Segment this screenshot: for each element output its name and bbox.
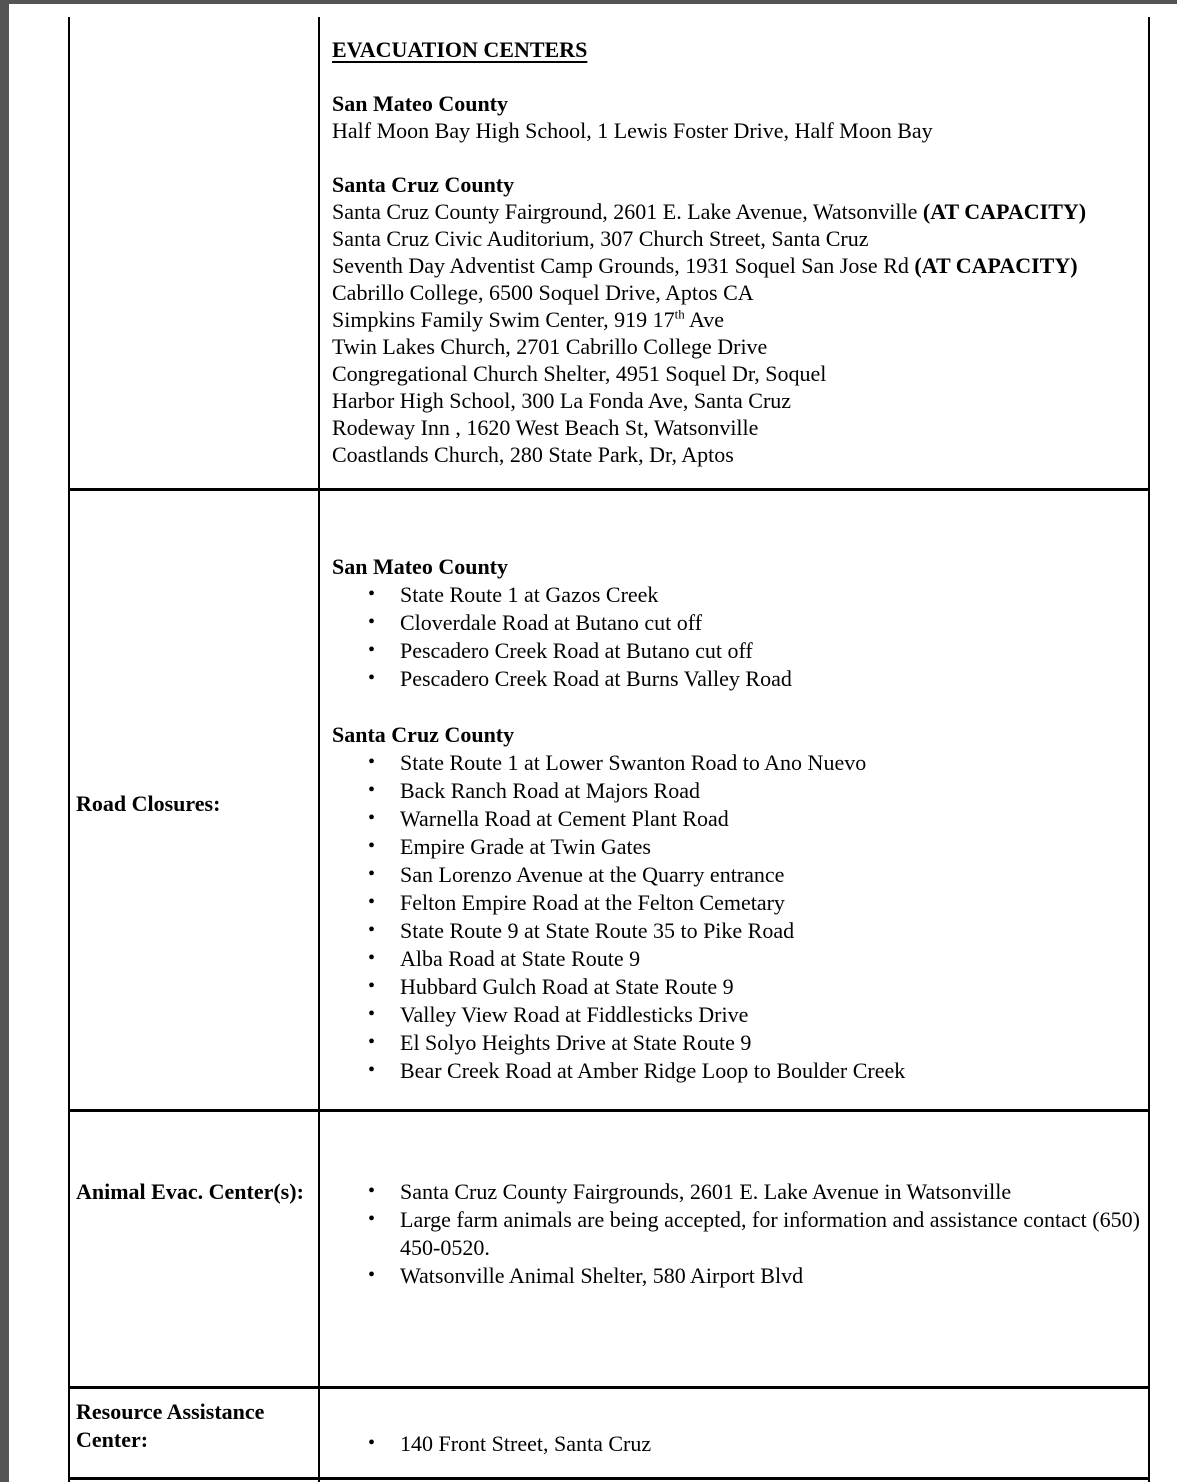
bullet-icon: •	[368, 1264, 376, 1286]
bullet-icon: •	[368, 1003, 376, 1025]
center-line: Half Moon Bay High School, 1 Lewis Foster Drive, Half Moon Bay	[332, 118, 933, 143]
bullet-icon: •	[368, 1059, 376, 1081]
table-row-divider	[68, 1109, 1150, 1112]
bullet-icon: •	[368, 583, 376, 605]
list-item: • Warnella Road at Cement Plant Road	[368, 806, 729, 831]
list-item: • State Route 1 at Gazos Creek	[368, 582, 659, 607]
list-item: • Santa Cruz County Fairgrounds, 2601 E. Lake Avenue in Watsonville	[368, 1179, 1012, 1204]
center-line: Harbor High School, 300 La Fonda Ave, Santa Cruz	[332, 388, 792, 413]
list-item: • Hubbard Gulch Road at State Route 9	[368, 974, 734, 999]
spacer	[332, 693, 1144, 721]
center-line: Coastlands Church, 280 State Park, Dr, Aptos	[332, 442, 734, 467]
bullet-icon: •	[368, 975, 376, 997]
list-item: • Empire Grade at Twin Gates	[368, 834, 651, 859]
bullet-icon: •	[368, 835, 376, 857]
list-item: • State Route 1 at Lower Swanton Road to Ano Nuevo	[368, 750, 867, 775]
center-line: Simpkins Family Swim Center, 919 17th Ave	[332, 306, 725, 332]
bullet-icon: •	[368, 779, 376, 801]
county-heading-san-mateo: San Mateo County	[332, 91, 509, 116]
bullet-icon: •	[368, 751, 376, 773]
viewer-edge-top	[0, 0, 1177, 4]
center-line: Santa Cruz County Fairground, 2601 E. Lake Avenue, Watsonville (AT CAPACITY)	[332, 199, 1087, 224]
center-line: Congregational Church Shelter, 4951 Soquel Dr, Soquel	[332, 361, 827, 386]
bullet-icon: •	[368, 639, 376, 661]
row-label-resource-assistance: Resource Assistance Center:	[76, 1399, 265, 1452]
list-item: • Back Ranch Road at Majors Road	[368, 778, 700, 803]
road-closures-cell	[332, 553, 1144, 1085]
table-row-divider	[68, 488, 1150, 491]
table-border-left	[68, 17, 70, 1482]
list-item: • State Route 9 at State Route 35 to Pike Road	[368, 918, 795, 943]
list-item: • Pescadero Creek Road at Burns Valley Road	[368, 666, 792, 691]
list-item: • San Lorenzo Avenue at the Quarry entrance	[368, 862, 785, 887]
list-item: • Pescadero Creek Road at Butano cut off	[368, 638, 753, 663]
bullet-icon: •	[368, 919, 376, 941]
bullet-icon: •	[368, 1208, 376, 1230]
table-row-divider	[68, 1386, 1150, 1389]
county-heading-santa-cruz: Santa Cruz County	[332, 722, 515, 747]
bullet-icon: •	[368, 611, 376, 633]
bullet-icon: •	[368, 1432, 376, 1454]
list-item: • Cloverdale Road at Butano cut off	[368, 610, 703, 635]
list-item: • 140 Front Street, Santa Cruz	[368, 1431, 652, 1456]
county-heading-san-mateo: San Mateo County	[332, 554, 509, 579]
table-row-divider	[68, 1477, 1150, 1480]
list-item: • Bear Creek Road at Amber Ridge Loop to Boulder Creek	[368, 1058, 906, 1083]
table-column-divider	[318, 17, 320, 1482]
bullet-icon: •	[368, 1031, 376, 1053]
road-closures-santa-cruz-list	[332, 749, 1144, 1085]
capacity-flag: (AT CAPACITY)	[914, 253, 1078, 278]
list-item: • Valley View Road at Fiddlesticks Drive	[368, 1002, 749, 1027]
list-item: • Alba Road at State Route 9	[368, 946, 641, 971]
row-label-road-closures: Road Closures:	[76, 791, 221, 816]
list-item: • Watsonville Animal Shelter, 580 Airport Blvd	[368, 1263, 804, 1288]
evacuation-centers-cell	[332, 36, 1144, 468]
resource-assistance-cell	[332, 1430, 1144, 1458]
spacer	[332, 144, 1144, 171]
list-item: • Felton Empire Road at the Felton Cemetary	[368, 890, 785, 915]
center-line: Twin Lakes Church, 2701 Cabrillo College Drive	[332, 334, 768, 359]
list-item: • El Solyo Heights Drive at State Route 9	[368, 1030, 752, 1055]
bullet-icon: •	[368, 807, 376, 829]
list-item: • Large farm animals are being accepted, for information and assistance contact (650) 450-0520.	[368, 1207, 1140, 1260]
viewer-edge-left	[0, 0, 9, 1482]
table-border-right	[1148, 17, 1150, 1482]
capacity-flag: (AT CAPACITY)	[922, 199, 1087, 224]
road-closures-san-mateo-list	[332, 581, 1144, 693]
row-label-animal-evac: Animal Evac. Center(s):	[76, 1179, 304, 1204]
animal-evac-list	[332, 1178, 1148, 1290]
bullet-icon: •	[368, 863, 376, 885]
bullet-icon: •	[368, 1180, 376, 1202]
county-heading-santa-cruz: Santa Cruz County	[332, 172, 515, 197]
animal-evac-cell	[332, 1178, 1148, 1290]
center-line: Rodeway Inn , 1620 West Beach St, Watsonville	[332, 415, 759, 440]
resource-assistance-list	[332, 1430, 1144, 1458]
spacer	[332, 63, 1144, 90]
bullet-icon: •	[368, 891, 376, 913]
center-line: Seventh Day Adventist Camp Grounds, 1931 Soquel San Jose Rd (AT CAPACITY)	[332, 253, 1078, 278]
bullet-icon: •	[368, 667, 376, 689]
bullet-icon: •	[368, 947, 376, 969]
section-title: EVACUATION CENTERS	[332, 37, 588, 62]
ordinal-superscript: th	[674, 306, 685, 322]
center-line: Cabrillo College, 6500 Soquel Drive, Aptos CA	[332, 280, 754, 305]
center-line: Santa Cruz Civic Auditorium, 307 Church Street, Santa Cruz	[332, 226, 869, 251]
